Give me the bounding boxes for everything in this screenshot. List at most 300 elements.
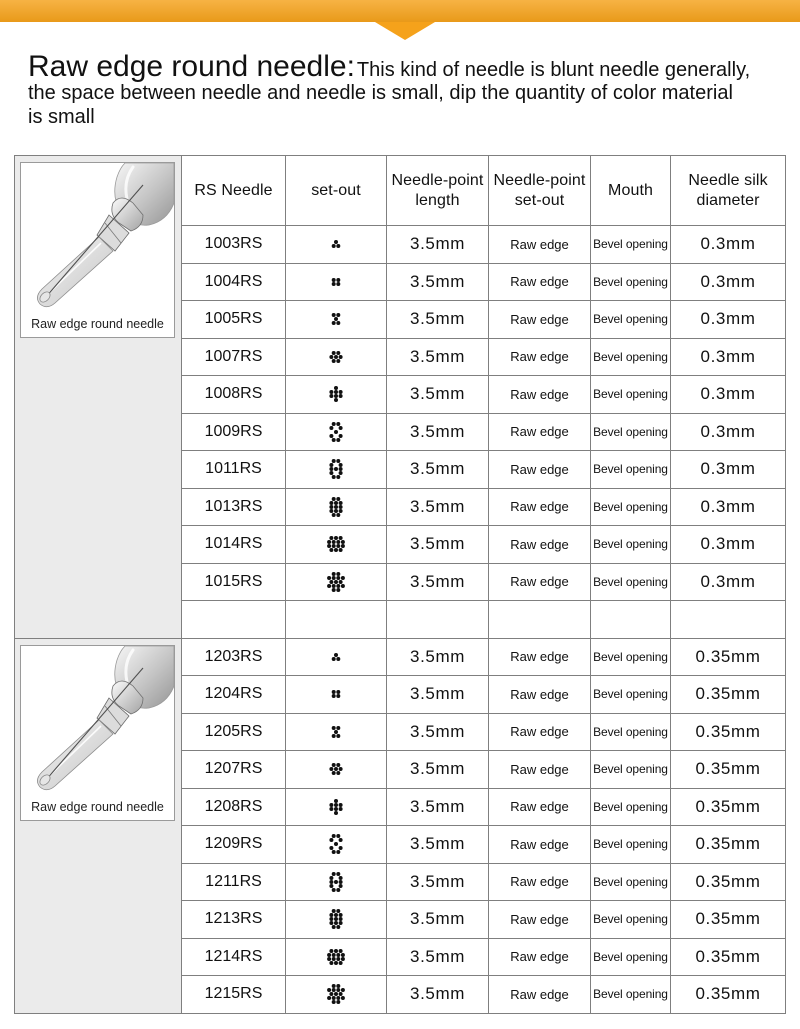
header-line: length [415,191,460,209]
needle-dot [336,497,340,501]
needle-silk-diameter: 0.35mm [671,638,786,676]
needle-dot [334,386,338,390]
needle-dot [339,880,343,884]
needle-dot [336,888,340,892]
needle-dot [339,536,343,540]
needle-dot [334,505,338,509]
set-out-cell [286,488,387,526]
rs-needle-code: 1207RS [182,751,286,789]
needle-dot [332,925,336,929]
needle-dot [334,467,338,471]
needle-dot [329,807,333,811]
needle-set-out-dots [323,231,349,257]
needle-silk-diameter: 0.3mm [671,338,786,376]
needle-point-length: 3.5mm [387,451,489,489]
needle-dot [334,767,338,771]
needle-dot [327,996,331,1000]
needle-dot [329,426,333,430]
needle-dot [329,580,333,584]
needle-dot [334,730,338,734]
needle-dot [329,434,333,438]
set-out-cell [286,976,387,1014]
needle-dot [336,321,340,325]
needle-dot [332,497,336,501]
needle-dot [339,884,343,888]
needle-dot [334,921,338,925]
set-out-cell [286,863,387,901]
mouth-type: Bevel opening [591,863,671,901]
needle-dot [334,509,338,513]
needle-dot [336,984,340,988]
rs-needle-code: 1215RS [182,976,286,1014]
needle-point-set-out: Raw edge [489,413,591,451]
needle-point-length: 3.5mm [387,226,489,264]
needle-set-out-dots [323,306,349,332]
needle-dot [329,917,333,921]
needle-silk-diameter: 0.35mm [671,788,786,826]
needle-dot [336,690,340,694]
needle-dot [336,572,340,576]
needle-set-out-dots [323,831,349,857]
needle-set-out-dots [323,456,349,482]
needle-set-out-dots [323,944,349,970]
needle-dot [334,390,338,394]
needle-dot [334,842,338,846]
needle-dot [339,426,343,430]
needle-point-length: 3.5mm [387,526,489,564]
needle-dot [329,992,333,996]
needle-dot [327,576,331,580]
needle-dot [332,475,336,479]
needle-dot [332,422,336,426]
needle-dot [336,771,340,775]
needle-dot [339,767,343,771]
needle-silk-diameter: 0.3mm [671,526,786,564]
needle-point-set-out: Raw edge [489,488,591,526]
needle-silk-diameter: 0.35mm [671,713,786,751]
rs-needle-code: 1008RS [182,376,286,414]
needle-dot [329,394,333,398]
needle-dot [329,949,333,953]
needle-image-box [20,162,175,338]
empty-cell [591,601,671,639]
needle-dot [339,917,343,921]
needle-dot [336,763,340,767]
header-needle-point-set-out [489,156,591,226]
needle-point-set-out: Raw edge [489,938,591,976]
set-out-cell [286,676,387,714]
needle-image-box [20,645,175,821]
needle-dot [332,726,336,730]
needle-dot [329,505,333,509]
rs-needle-code: 1007RS [182,338,286,376]
needle-dot [327,540,331,544]
needle-dot [334,355,338,359]
needle-dot [332,1000,336,1004]
needle-dot [336,513,340,517]
rs-needle-code: 1013RS [182,488,286,526]
needle-dot [334,501,338,505]
empty-cell [489,601,591,639]
needle-dot [332,313,336,317]
needle-point-length: 3.5mm [387,488,489,526]
set-out-cell [286,451,387,489]
needle-dot [334,430,338,434]
needle-dot [336,282,340,286]
needle-point-set-out: Raw edge [489,376,591,414]
needle-silk-diameter: 0.3mm [671,413,786,451]
needle-dot [329,961,333,965]
needle-dot [334,536,338,540]
rs-needle-code: 1005RS [182,301,286,339]
header-set-out: set-out [286,156,387,226]
header-needle-point-length [387,156,489,226]
rs-needle-code: 1203RS [182,638,286,676]
needle-dot [329,921,333,925]
empty-cell [286,601,387,639]
set-out-cell [286,263,387,301]
needle-point-length: 3.5mm [387,863,489,901]
needle-dot [336,359,340,363]
needle-dot [332,953,336,957]
needle-point-length: 3.5mm [387,263,489,301]
needle-dot [336,278,340,282]
heading-title: Raw edge round needle: [28,50,355,83]
mouth-type: Bevel opening [591,826,671,864]
needle-dot [332,278,336,282]
needle-dot [339,949,343,953]
needle-dot [336,850,340,854]
set-out-cell [286,938,387,976]
needle-silk-diameter: 0.3mm [671,376,786,414]
needle-set-out-dots [323,494,349,520]
needle-dot [336,313,340,317]
needle-dot [327,988,331,992]
mouth-type: Bevel opening [591,938,671,976]
needle-dot [341,957,345,961]
needle-dot [332,321,336,325]
needle-dot [329,355,333,359]
needle-dot [339,509,343,513]
needle-point-set-out: Raw edge [489,451,591,489]
needle-point-length: 3.5mm [387,563,489,601]
set-out-cell [286,226,387,264]
needle-set-out-dots [323,869,349,895]
needle-cartridge-image [21,646,174,796]
needle-dot [336,422,340,426]
mouth-type: Bevel opening [591,376,671,414]
needle-dot [339,467,343,471]
needle-dot [339,913,343,917]
mouth-type: Bevel opening [591,301,671,339]
needle-silk-diameter: 0.35mm [671,976,786,1014]
needle-point-set-out: Raw edge [489,263,591,301]
needle-set-out-dots [323,794,349,820]
needle-set-out-dots [323,531,349,557]
needle-point-set-out: Raw edge [489,226,591,264]
mouth-type: Bevel opening [591,901,671,939]
mouth-type: Bevel opening [591,713,671,751]
needle-silk-diameter: 0.3mm [671,226,786,264]
needle-dot [336,996,340,1000]
needle-dot [336,475,340,479]
needle-dot [339,505,343,509]
mouth-type: Bevel opening [591,676,671,714]
empty-cell [182,601,286,639]
needle-point-length: 3.5mm [387,826,489,864]
mouth-type: Bevel opening [591,451,671,489]
rs-needle-code: 1209RS [182,826,286,864]
needle-dot [339,501,343,505]
needle-dot [332,984,336,988]
rs-needle-code: 1015RS [182,563,286,601]
needle-dot [339,961,343,965]
set-out-cell [286,638,387,676]
needle-set-out-dots [323,981,349,1007]
needle-set-out-dots [323,644,349,670]
needle-dot [336,1000,340,1004]
needle-dot [332,540,336,544]
needle-dot [334,811,338,815]
needle-dot [329,463,333,467]
needle-dot [339,580,343,584]
needle-set-out-dots [323,269,349,295]
mouth-type: Bevel opening [591,976,671,1014]
needle-dot [329,913,333,917]
banner-arrow-icon [375,22,435,40]
needle-point-set-out: Raw edge [489,788,591,826]
image-caption: Raw edge round needle [31,317,164,331]
needle-dot [332,909,336,913]
needle-dot [327,544,331,548]
needle-dot [332,544,336,548]
needle-point-set-out: Raw edge [489,301,591,339]
needle-dot [336,925,340,929]
rs-needle-code: 1211RS [182,863,286,901]
rs-needle-code: 1204RS [182,676,286,714]
needle-dot [332,771,336,775]
set-out-cell [286,713,387,751]
needle-dot [339,807,343,811]
needle-dot [329,467,333,471]
mouth-type: Bevel opening [591,638,671,676]
mouth-type: Bevel opening [591,413,671,451]
needle-point-length: 3.5mm [387,338,489,376]
needle-dot [336,576,340,580]
needle-set-out-dots [323,719,349,745]
needle-dot [339,463,343,467]
needle-dot [332,657,336,661]
needle-silk-diameter: 0.35mm [671,938,786,976]
needle-dot [332,988,336,992]
needle-dot [336,953,340,957]
needle-silk-diameter: 0.3mm [671,488,786,526]
needle-dot [329,876,333,880]
needle-dot [339,803,343,807]
needle-dot [336,834,340,838]
heading-description: is small [28,106,95,128]
needle-dot [332,576,336,580]
needle-dot [339,471,343,475]
needle-dot [336,244,340,248]
needle-dot [341,953,345,957]
needle-point-length: 3.5mm [387,788,489,826]
rs-needle-code: 1014RS [182,526,286,564]
needle-point-length: 3.5mm [387,938,489,976]
needle-dot [329,471,333,475]
set-out-cell [286,413,387,451]
needle-silk-diameter: 0.35mm [671,751,786,789]
needle-dot [334,394,338,398]
rs-needle-code: 1208RS [182,788,286,826]
needle-dot [336,584,340,588]
needle-dot [334,961,338,965]
needle-dot [336,438,340,442]
needle-dot [334,580,338,584]
needle-dot [329,509,333,513]
mouth-type: Bevel opening [591,488,671,526]
set-out-cell [286,563,387,601]
needle-point-length: 3.5mm [387,713,489,751]
needle-dot [339,846,343,850]
header-line: Needle-point [493,171,586,189]
needle-dot [329,846,333,850]
needle-dot [334,807,338,811]
rs-needle-code: 1213RS [182,901,286,939]
needle-dot [329,548,333,552]
mouth-type: Bevel opening [591,563,671,601]
needle-dot [332,584,336,588]
needle-dot [339,992,343,996]
needle-dot [332,690,336,694]
needle-dot [336,544,340,548]
needle-point-length: 3.5mm [387,676,489,714]
needle-dot [329,767,333,771]
header-line: Needle-point [391,171,484,189]
needle-dot [332,513,336,517]
needle-silk-diameter: 0.3mm [671,451,786,489]
needle-dot [334,992,338,996]
needle-dot [336,988,340,992]
needle-dot [332,957,336,961]
needle-dot [327,957,331,961]
needle-dot [332,872,336,876]
needle-dot [334,803,338,807]
needle-dot [334,548,338,552]
needle-point-length: 3.5mm [387,301,489,339]
needle-dot [339,548,343,552]
needle-spec-table [14,155,786,1014]
needle-dot [329,501,333,505]
rs-needle-code: 1214RS [182,938,286,976]
needle-dot [329,536,333,540]
heading-description: the space between needle and needle is small, dip the quantity of color material [28,82,733,104]
set-out-cell [286,338,387,376]
image-caption: Raw edge round needle [31,799,164,814]
needle-point-length: 3.5mm [387,638,489,676]
needle-dot [341,544,345,548]
rs-needle-code: 1004RS [182,263,286,301]
needle-silk-diameter: 0.35mm [671,863,786,901]
set-out-cell [286,751,387,789]
needle-dot [332,282,336,286]
needle-dot [329,803,333,807]
needle-dot [332,694,336,698]
needle-dot [332,850,336,854]
needle-dot [339,921,343,925]
needle-set-out-dots [323,569,349,595]
needle-point-set-out: Raw edge [489,638,591,676]
needle-silk-diameter: 0.3mm [671,263,786,301]
needle-dot [334,949,338,953]
set-out-cell [286,301,387,339]
needle-dot [332,244,336,248]
needle-dot [332,588,336,592]
needle-dot [334,880,338,884]
needle-dot [336,351,340,355]
needle-dot [334,917,338,921]
needle-dot [332,996,336,1000]
needle-dot [341,576,345,580]
needle-dot [336,459,340,463]
needle-set-out-dots [323,906,349,932]
needle-set-out-dots [323,756,349,782]
needle-silk-diameter: 0.3mm [671,563,786,601]
needle-set-out-dots [323,344,349,370]
needle-dot [341,540,345,544]
needle-set-out-dots [323,419,349,445]
needle-dot [334,317,338,321]
mouth-type: Bevel opening [591,788,671,826]
set-out-cell [286,788,387,826]
needle-silk-diameter: 0.35mm [671,826,786,864]
needle-dot [332,459,336,463]
needle-point-set-out: Raw edge [489,751,591,789]
needle-bar [45,668,143,781]
needle-dot [339,355,343,359]
needle-dot [336,540,340,544]
table-row [15,638,786,676]
needle-dot [336,657,340,661]
needle-dot [334,913,338,917]
needle-dot [329,838,333,842]
needle-point-set-out: Raw edge [489,338,591,376]
needle-dot [334,240,338,244]
needle-dot [334,799,338,803]
needle-dot [341,584,345,588]
set-out-cell [286,376,387,414]
header-needle-silk-diameter [671,156,786,226]
needle-point-set-out: Raw edge [489,713,591,751]
needle-dot [332,834,336,838]
needle-point-length: 3.5mm [387,901,489,939]
needle-image-cell [15,638,182,1013]
needle-point-set-out: Raw edge [489,676,591,714]
header-row [15,156,786,226]
needle-dot [332,359,336,363]
needle-dot [341,996,345,1000]
needle-cartridge-image [21,163,174,313]
needle-dot [341,988,345,992]
top-banner [0,0,800,22]
needle-image-cell [15,156,182,639]
mouth-type: Bevel opening [591,263,671,301]
set-out-cell [286,826,387,864]
needle-dot [339,876,343,880]
mouth-type: Bevel opening [591,751,671,789]
needle-dot [332,351,336,355]
needle-set-out-dots [323,381,349,407]
